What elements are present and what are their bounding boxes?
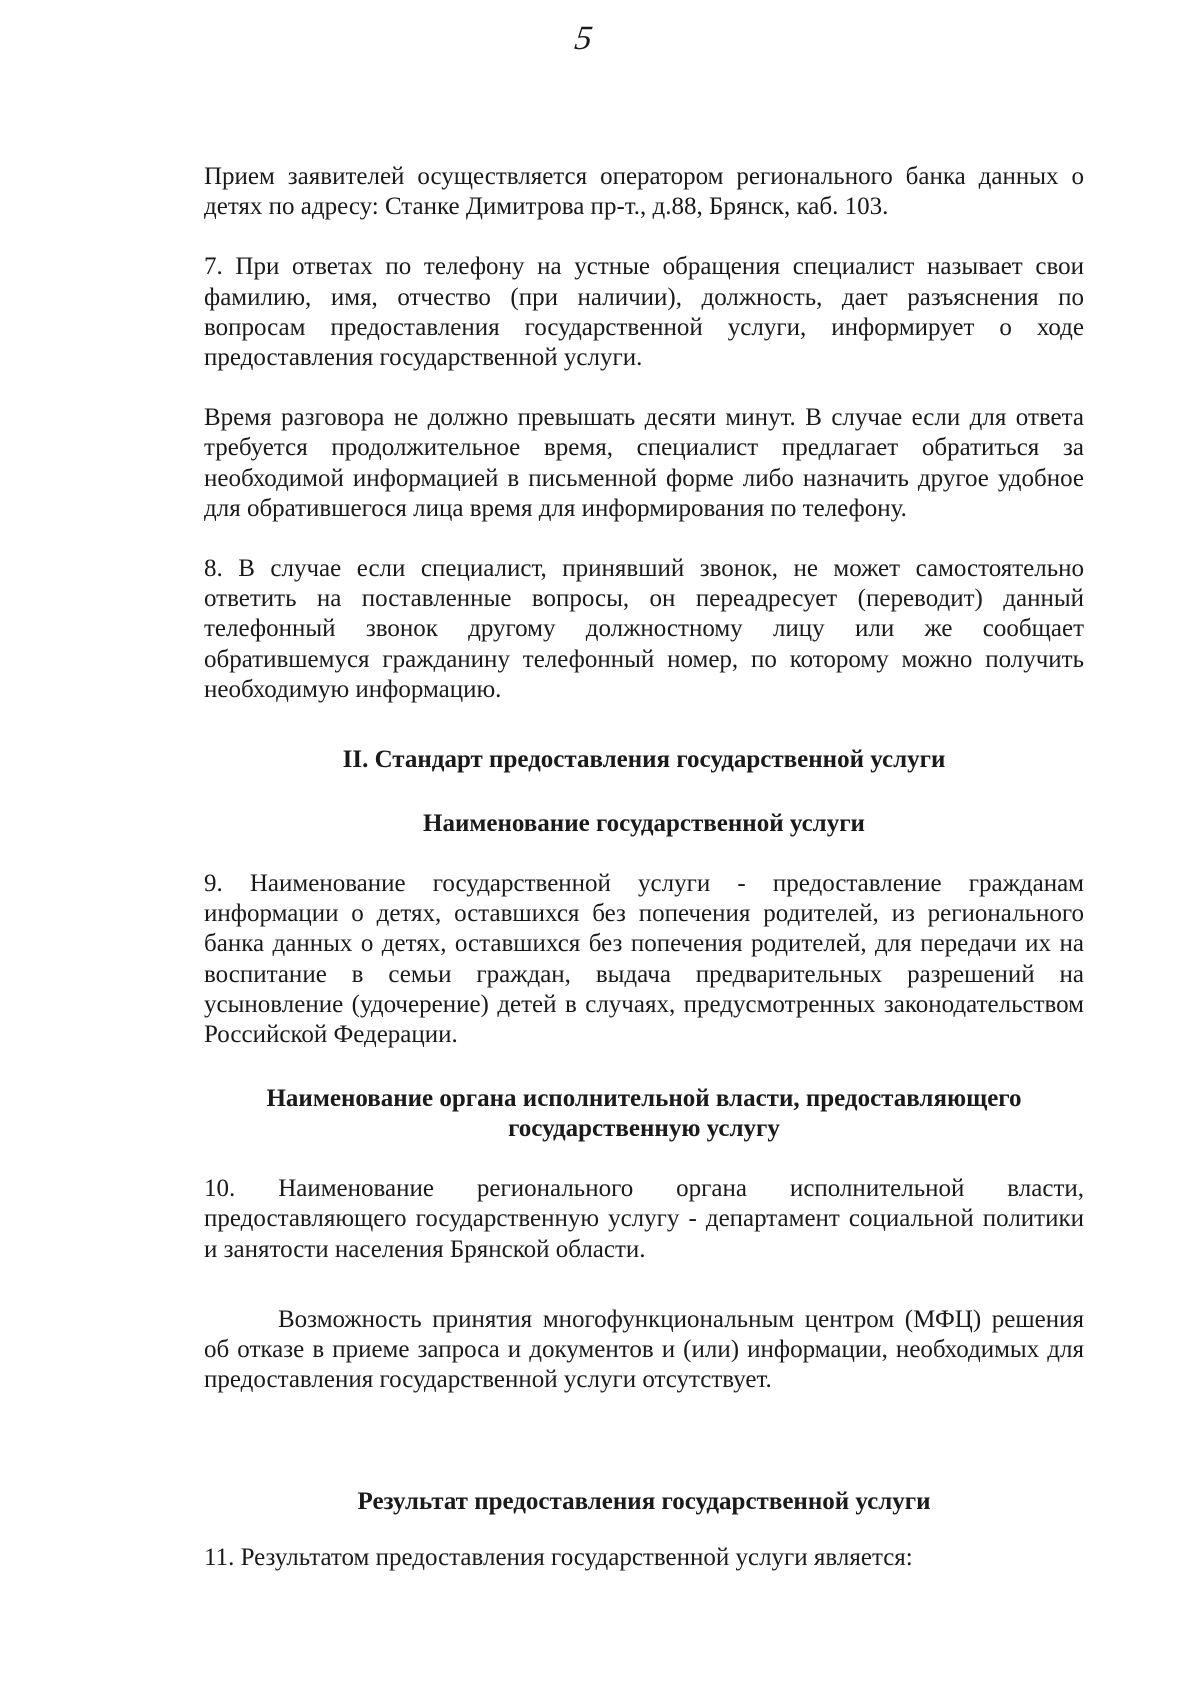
paragraph-10: 10. Наименование регионального органа исполнительной власти, предоставляющего государственную услугу - департамент социальной политики и занятости населения Брянской области. [204, 1175, 1084, 1263]
paragraph-intro: Прием заявителей осуществляется оператором регионального банка данных о детях по адресу: Станке Димитрова пр-т., д.88, Брянск, каб. 103. [204, 163, 1084, 221]
paragraph-10-mfc: Возможность принятия многофункциональным центром (МФЦ) решения об отказе в приеме запроса и документов и (или) информации, необходимых для предоставления государственной услуги отсутствует. [204, 1305, 1084, 1394]
service-name-heading: Наименование государственной услуги [423, 810, 865, 838]
organ-heading-line-1: Наименование органа исполнительной власти, предоставляющего [266, 1085, 1022, 1113]
paragraph-11: 11. Результатом предоставления государственной услуги является: [204, 1544, 913, 1572]
result-heading: Результат предоставления государственной услуги [357, 1488, 931, 1516]
paragraph-7-time: Время разговора не должно превышать десяти минут. В случае если для ответа требуется продолжительное время, специалист предлагает обратиться за необходимой информацией в письменной форме либо назначить другое удобное для обратившегося лица время для информирования по телефону. [204, 404, 1084, 522]
page-number: 5 [572, 20, 595, 57]
paragraph-7: 7. При ответах по телефону на устные обращения специалист называет свои фамилию, имя, отчество (при наличии), должность, дает разъяснения по вопросам предоставления государственной услуги, информирует о ходе предоставления государственной услуги. [204, 253, 1084, 372]
document-body [204, 162, 1084, 1574]
paragraph-9: 9. Наименование государственной услуги - предоставление гражданам информации о детях, оставшихся без попечения родителей, из регионального банка данных о детях, оставшихся без попечения родителей, для передачи их на воспитание в семьи граждан, выдача предварительных разрешений на усыновление (удочерение) детей в случаях, предусмотренных законодательством Российской Федерации. [204, 870, 1084, 1049]
section-2-heading: II. Стандарт предоставления государственной услуги [342, 746, 946, 774]
paragraph-8: 8. В случае если специалист, принявший звонок, не может самостоятельно ответить на поставленные вопросы, он переадресует (переводит) данный телефонный звонок другому должностному лицу или же сообщает обратившемуся гражданину телефонный номер, по которому можно получить необходимую информацию. [204, 555, 1084, 703]
organ-heading-line-2: государственную услугу [508, 1115, 780, 1143]
